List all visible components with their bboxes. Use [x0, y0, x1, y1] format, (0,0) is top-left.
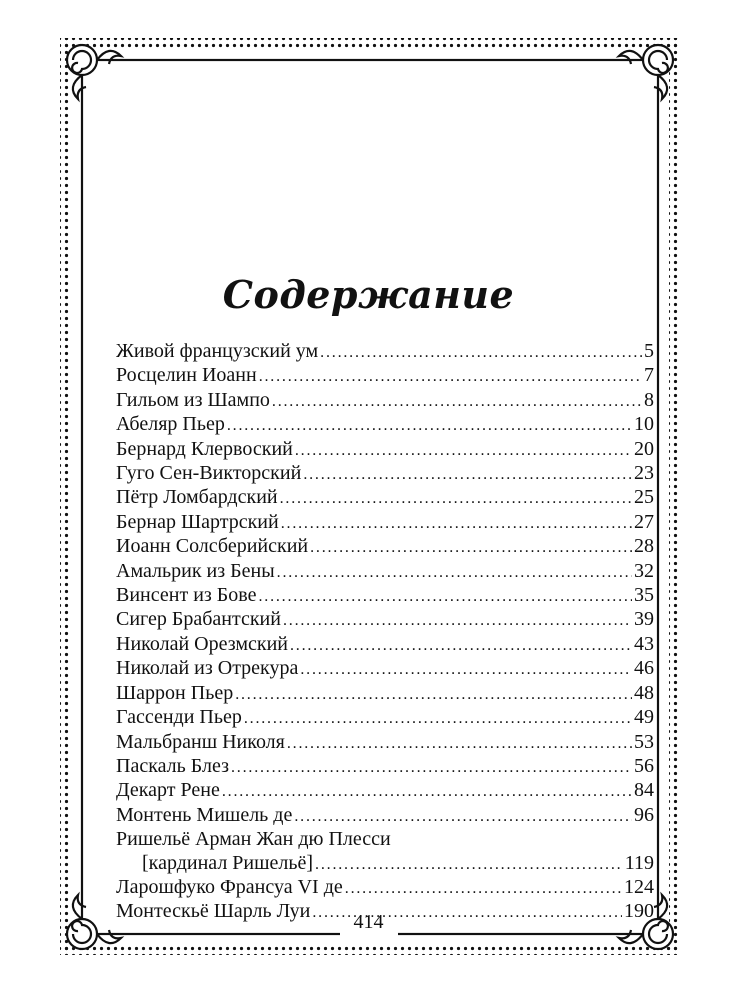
toc-leader-dots [277, 561, 632, 584]
toc-entry [116, 706, 654, 730]
toc-entry-text: Шаррон Пьер [116, 681, 234, 704]
toc-leader-dots [303, 463, 632, 486]
toc-entry [116, 852, 654, 876]
toc-entry-text: Иоанн Солсберийский [116, 535, 309, 558]
toc-entry-text: Бернард Клервоский [116, 437, 293, 460]
toc-entry-text: Мальбранш Николя [116, 730, 285, 753]
toc-leader-dots [227, 414, 632, 437]
toc-entry-text: Николай Орезмский [116, 632, 288, 655]
toc-entry-text: Амальрик из Бены [116, 559, 275, 582]
toc-entry-text: Ларошфуко Франсуа VI де [116, 875, 343, 898]
toc-entry-page: 119 [624, 851, 654, 874]
toc-entry [116, 657, 654, 681]
toc-leader-dots [258, 585, 632, 608]
toc-leader-dots [287, 732, 632, 755]
toc-entry-first-line [116, 828, 654, 851]
toc-entry-text: Декарт Рене [116, 779, 220, 802]
toc-entry-page: 32 [634, 559, 654, 582]
toc-entry-page: 84 [634, 779, 654, 802]
toc-entry-page: 20 [634, 437, 654, 460]
toc-entry-page: 124 [624, 875, 654, 898]
toc-entry [116, 340, 654, 364]
toc-entry-text: Сигер Брабантский [116, 608, 281, 631]
toc-entry-text: [кардинал Ришельё] [142, 851, 314, 874]
toc-entry-text: Николай из Отрекура [116, 657, 299, 680]
toc-entry-page: 5 [644, 340, 654, 362]
toc-entry [116, 486, 654, 510]
toc-entry-text: Росцелин Иоанн [116, 364, 257, 387]
toc-leader-dots [235, 683, 632, 706]
toc-leader-dots [222, 780, 632, 803]
toc-leader-dots [290, 634, 632, 657]
toc-entry-page: 190 [624, 900, 654, 923]
toc-entry-text: Винсент из Бове [116, 584, 257, 607]
corner-ornament-top-left [67, 45, 121, 99]
toc-entry [116, 438, 654, 462]
toc-entry [116, 364, 654, 388]
toc-leader-dots [315, 853, 623, 876]
toc-entry-text: Гильом из Шампо [116, 388, 270, 411]
toc-entry-page: 27 [634, 510, 654, 533]
toc-entry [116, 535, 654, 559]
toc-leader-dots [231, 756, 632, 779]
toc-entry [116, 413, 654, 437]
table-of-contents [116, 340, 654, 925]
toc-entry-page: 23 [634, 462, 654, 485]
toc-entry-page: 35 [634, 584, 654, 607]
toc-entry [116, 731, 654, 755]
page-number: 414 [353, 911, 384, 933]
toc-entry-text: Абеляр Пьер [116, 413, 225, 436]
toc-leader-dots [300, 658, 632, 681]
toc-entry [116, 560, 654, 584]
toc-leader-dots [244, 707, 632, 730]
toc-leader-dots [283, 609, 632, 632]
toc-entry-page: 39 [634, 608, 654, 631]
toc-entry-page: 28 [634, 535, 654, 558]
toc-entry [116, 608, 654, 632]
toc-entry [116, 584, 654, 608]
toc-entry-page: 25 [634, 486, 654, 509]
toc-entry [116, 389, 654, 413]
toc-entry [116, 511, 654, 535]
toc-entry-text: Монтень Мишель де [116, 803, 293, 826]
toc-leader-dots [272, 390, 642, 413]
toc-entry-page: 48 [634, 681, 654, 704]
toc-entry-page: 49 [634, 706, 654, 729]
toc-entry [116, 633, 654, 657]
toc-entry-text: Ришельё Арман Жан дю Плесси [116, 828, 391, 851]
toc-entry [116, 804, 654, 828]
toc-entry-text: Живой французский ум [116, 340, 319, 362]
toc-leader-dots [281, 512, 632, 535]
toc-entry [116, 755, 654, 779]
toc-entry [116, 682, 654, 706]
toc-entry [116, 876, 654, 900]
toc-entry-page: 10 [634, 413, 654, 436]
toc-entry-page: 7 [644, 364, 654, 387]
toc-leader-dots [259, 365, 642, 388]
toc-entry-text: Паскаль Блез [116, 754, 229, 777]
toc-entry-page: 46 [634, 657, 654, 680]
toc-leader-dots [345, 877, 622, 900]
toc-leader-dots [320, 341, 642, 364]
toc-leader-dots [280, 487, 632, 510]
toc-entry-page: 53 [634, 730, 654, 753]
page-title: Содержание [222, 272, 515, 317]
toc-entry-page: 96 [634, 803, 654, 826]
toc-entry-text: Бернар Шартрский [116, 510, 279, 533]
toc-leader-dots [310, 536, 632, 559]
toc-entry [116, 462, 654, 486]
toc-entry-text: Гуго Сен-Викторский [116, 462, 302, 485]
toc-leader-dots [295, 439, 632, 462]
toc-entry [116, 779, 654, 803]
corner-ornament-top-right [619, 45, 673, 99]
toc-entry-page: 43 [634, 632, 654, 655]
toc-leader-dots [294, 805, 632, 828]
toc-entry-text: Гассенди Пьер [116, 706, 242, 729]
toc-entry-text: Пётр Ломбардский [116, 486, 278, 509]
toc-entry-text: Монтескьё Шарль Луи [116, 900, 311, 923]
toc-entry-page: 8 [644, 388, 654, 411]
toc-entry-page: 56 [634, 754, 654, 777]
